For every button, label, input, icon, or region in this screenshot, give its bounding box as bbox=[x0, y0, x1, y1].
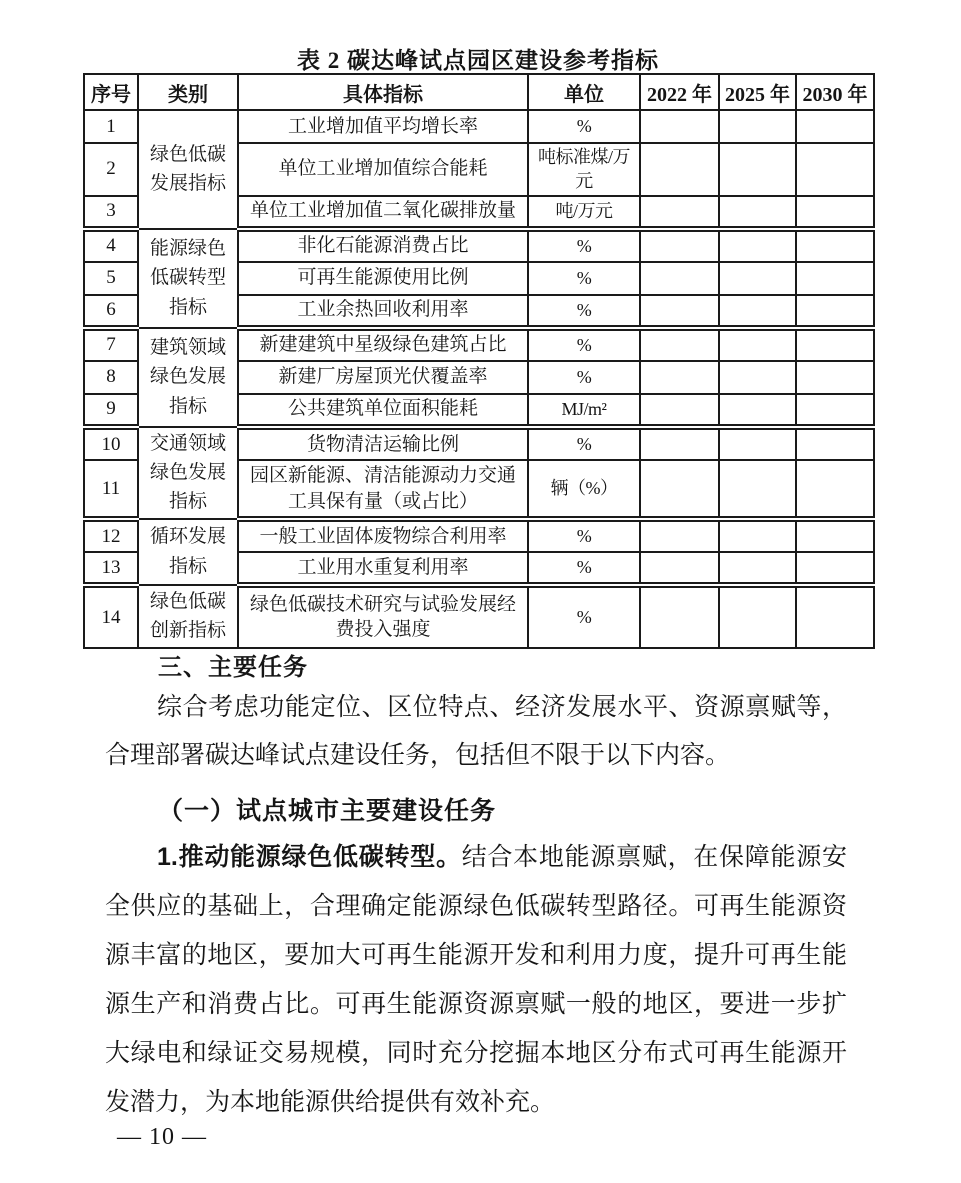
text-line: 合理部署碳达峰试点建设任务，包括但不限于以下内容。 bbox=[105, 742, 731, 769]
cell-category: 能源绿色低碳转型指标 bbox=[138, 229, 238, 328]
cell-indicator: 单位工业增加值综合能耗 bbox=[238, 143, 528, 196]
cell-2025 bbox=[719, 361, 796, 394]
cell-unit: % bbox=[528, 585, 640, 648]
cell-no: 10 bbox=[84, 427, 138, 461]
col-header-unit: 单位 bbox=[528, 74, 640, 110]
cell-2022 bbox=[640, 460, 719, 519]
cell-2022 bbox=[640, 328, 719, 361]
cell-indicator: 新建厂房屋顶光伏覆盖率 bbox=[238, 361, 528, 394]
cell-2030 bbox=[796, 196, 874, 229]
cell-unit: 吨标准煤/万元 bbox=[528, 143, 640, 196]
cell-2022 bbox=[640, 262, 719, 295]
cell-2025 bbox=[719, 427, 796, 461]
cell-category: 循环发展指标 bbox=[138, 519, 238, 585]
cell-2030 bbox=[796, 110, 874, 143]
cell-indicator: 可再生能源使用比例 bbox=[238, 262, 528, 295]
col-header-2030: 2030 年 bbox=[796, 74, 874, 110]
cell-2025 bbox=[719, 295, 796, 328]
cell-2022 bbox=[640, 361, 719, 394]
col-header-indicator: 具体指标 bbox=[238, 74, 528, 110]
cell-2025 bbox=[719, 229, 796, 262]
cell-no: 5 bbox=[84, 262, 138, 295]
cell-2025 bbox=[719, 328, 796, 361]
cell-category: 绿色低碳发展指标 bbox=[138, 110, 238, 229]
cell-2025 bbox=[719, 143, 796, 196]
cell-2025 bbox=[719, 394, 796, 427]
paragraph-text: 结合本地能源禀赋，在保障能源安 bbox=[461, 844, 847, 871]
cell-indicator: 公共建筑单位面积能耗 bbox=[238, 394, 528, 427]
cell-2030 bbox=[796, 585, 874, 648]
cell-no: 4 bbox=[84, 229, 138, 262]
cell-no: 7 bbox=[84, 328, 138, 361]
cell-unit: % bbox=[528, 328, 640, 361]
cell-category: 建筑领域绿色发展指标 bbox=[138, 328, 238, 427]
cell-unit: % bbox=[528, 229, 640, 262]
table-row bbox=[84, 585, 874, 648]
cell-2025 bbox=[719, 552, 796, 585]
cell-2030 bbox=[796, 295, 874, 328]
cell-category: 交通领域绿色发展指标 bbox=[138, 427, 238, 519]
cell-unit: % bbox=[528, 361, 640, 394]
cell-indicator: 新建建筑中星级绿色建筑占比 bbox=[238, 328, 528, 361]
cell-no: 11 bbox=[84, 460, 138, 519]
cell-no: 13 bbox=[84, 552, 138, 585]
cell-2025 bbox=[719, 262, 796, 295]
cell-indicator: 工业用水重复利用率 bbox=[238, 552, 528, 585]
cell-indicator: 单位工业增加值二氧化碳排放量 bbox=[238, 196, 528, 229]
cell-2022 bbox=[640, 229, 719, 262]
table-row bbox=[84, 427, 874, 461]
cell-no: 12 bbox=[84, 519, 138, 552]
cell-indicator: 一般工业固体废物综合利用率 bbox=[238, 519, 528, 552]
text-line: 综合考虑功能定位、区位特点、经济发展水平、资源禀赋等， bbox=[157, 694, 847, 721]
cell-unit: 辆（%） bbox=[528, 460, 640, 519]
table-row bbox=[84, 229, 874, 262]
cell-no: 9 bbox=[84, 394, 138, 427]
cell-2025 bbox=[719, 460, 796, 519]
cell-2022 bbox=[640, 519, 719, 552]
text-line: 大绿电和绿证交易规模，同时充分挖掘本地区分布式可再生能源开 bbox=[105, 1040, 847, 1067]
text-line: 发潜力，为本地能源供给提供有效补充。 bbox=[105, 1089, 556, 1116]
table-row bbox=[84, 110, 874, 143]
cell-indicator: 工业增加值平均增长率 bbox=[238, 110, 528, 143]
cell-2030 bbox=[796, 229, 874, 262]
cell-indicator: 工业余热回收利用率 bbox=[238, 295, 528, 328]
col-header-2025: 2025 年 bbox=[719, 74, 796, 110]
col-header-category: 类别 bbox=[138, 74, 238, 110]
paragraph-lead: 1.推动能源绿色低碳转型。 bbox=[157, 843, 462, 871]
cell-2030 bbox=[796, 460, 874, 519]
cell-unit: % bbox=[528, 295, 640, 328]
table-row bbox=[84, 519, 874, 552]
indicator-table bbox=[83, 73, 875, 649]
cell-2022 bbox=[640, 295, 719, 328]
cell-2022 bbox=[640, 585, 719, 648]
cell-2025 bbox=[719, 110, 796, 143]
cell-2030 bbox=[796, 262, 874, 295]
sub-heading: （一）试点城市主要建设任务 bbox=[158, 798, 497, 825]
cell-unit: % bbox=[528, 552, 640, 585]
cell-2025 bbox=[719, 519, 796, 552]
cell-2030 bbox=[796, 394, 874, 427]
cell-2025 bbox=[719, 585, 796, 648]
text-line: 源丰富的地区，要加大可再生能源开发和利用力度，提升可再生能 bbox=[105, 942, 847, 969]
cell-unit: % bbox=[528, 427, 640, 461]
cell-unit: % bbox=[528, 262, 640, 295]
cell-2030 bbox=[796, 328, 874, 361]
cell-indicator: 绿色低碳技术研究与试验发展经费投入强度 bbox=[238, 585, 528, 648]
cell-indicator: 货物清洁运输比例 bbox=[238, 427, 528, 461]
cell-2022 bbox=[640, 196, 719, 229]
table-title: 表 2 碳达峰试点园区建设参考指标 bbox=[297, 48, 659, 73]
cell-unit: MJ/m² bbox=[528, 394, 640, 427]
table-row bbox=[84, 328, 874, 361]
cell-2022 bbox=[640, 394, 719, 427]
intro-paragraph bbox=[105, 684, 847, 780]
cell-no: 1 bbox=[84, 110, 138, 143]
table-header-row bbox=[84, 74, 874, 110]
cell-2030 bbox=[796, 427, 874, 461]
cell-unit: 吨/万元 bbox=[528, 196, 640, 229]
cell-indicator: 园区新能源、清洁能源动力交通工具保有量（或占比） bbox=[238, 460, 528, 519]
cell-2022 bbox=[640, 427, 719, 461]
col-header-2022: 2022 年 bbox=[640, 74, 719, 110]
col-header-no: 序号 bbox=[84, 74, 138, 110]
cell-unit: % bbox=[528, 519, 640, 552]
text-line: 源生产和消费占比。可再生能源资源禀赋一般的地区，要进一步扩 bbox=[105, 991, 847, 1018]
paragraph-energy-transition bbox=[105, 833, 847, 1127]
cell-indicator: 非化石能源消费占比 bbox=[238, 229, 528, 262]
cell-no: 14 bbox=[84, 585, 138, 648]
text-line: 全供应的基础上，合理确定能源绿色低碳转型路径。可再生能源资 bbox=[105, 893, 847, 920]
cell-2030 bbox=[796, 519, 874, 552]
cell-no: 8 bbox=[84, 361, 138, 394]
text-line bbox=[105, 833, 847, 882]
cell-2025 bbox=[719, 196, 796, 229]
cell-no: 6 bbox=[84, 295, 138, 328]
cell-2030 bbox=[796, 552, 874, 585]
section-heading: 三、主要任务 bbox=[158, 654, 308, 681]
page-number: — 10 — bbox=[117, 1124, 207, 1150]
cell-no: 2 bbox=[84, 143, 138, 196]
cell-2022 bbox=[640, 552, 719, 585]
cell-2030 bbox=[796, 361, 874, 394]
cell-category: 绿色低碳创新指标 bbox=[138, 585, 238, 648]
cell-no: 3 bbox=[84, 196, 138, 229]
cell-2030 bbox=[796, 143, 874, 196]
cell-unit: % bbox=[528, 110, 640, 143]
cell-2022 bbox=[640, 143, 719, 196]
cell-2022 bbox=[640, 110, 719, 143]
